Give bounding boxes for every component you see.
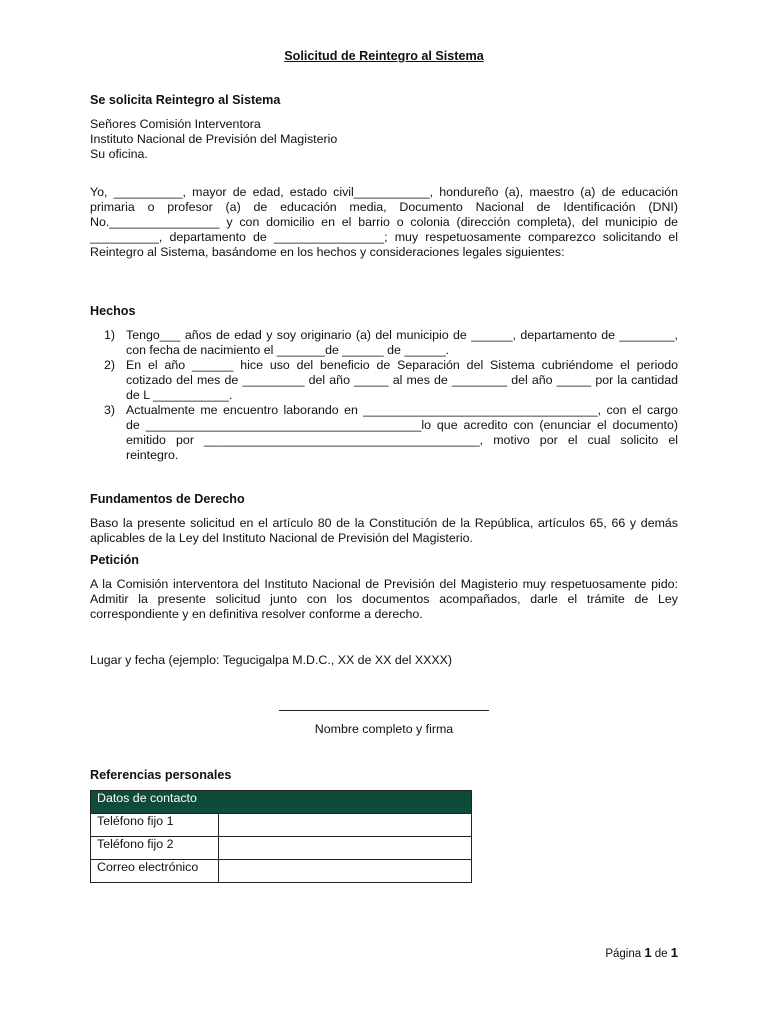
hechos-list (90, 328, 678, 463)
row-value-cell[interactable] (219, 814, 472, 837)
hechos-heading: Hechos (90, 304, 136, 318)
fundamentos-heading: Fundamentos de Derecho (90, 492, 245, 506)
row-label: Correo electrónico (91, 860, 219, 883)
row-label: Teléfono fijo 1 (91, 814, 219, 837)
row-value-cell[interactable] (219, 860, 472, 883)
list-text: Actualmente me encuentro laborando en __________________________________, con el cargo de ________________________________________lo que acredito con (enunciar el documento) emitido por ________________________________________, motivo por el cual solicito el reintegro. (126, 403, 678, 462)
table-row (91, 860, 472, 883)
address-line: Señores Comisión Interventora (90, 117, 261, 131)
list-item (90, 328, 678, 358)
address-line: Instituto Nacional de Previsión del Magisterio (90, 132, 338, 146)
signature-label: Nombre completo y firma (314, 722, 454, 736)
page-current: 1 (644, 945, 652, 960)
list-number: 1) (104, 328, 116, 342)
list-text: Tengo___ años de edad y soy originario (a) del municipio de ______, departamento de ________, con fecha de nacimiento el _______de ______ de ______. (126, 328, 678, 357)
peticion-heading: Petición (90, 553, 139, 567)
list-number: 2) (104, 358, 116, 372)
list-text: En el año ______ hice uso del beneficio de Separación del Sistema cubriéndome el periodo cotizado del mes de _________ del año _____ al mes de ________ del año _____ por la cantidad de L ___________. (126, 358, 678, 402)
fundamentos-paragraph: Baso la presente solicitud en el artículo 80 de la Constitución de la República, artículos 65, 66 y demás aplicables de la Ley del Instituto Nacional de Previsión del Magisterio. (90, 516, 678, 545)
row-label: Teléfono fijo 2 (91, 837, 219, 860)
address-block (90, 117, 678, 162)
table-row (91, 814, 472, 837)
referencias-heading: Referencias personales (90, 768, 232, 782)
lugar-fecha: Lugar y fecha (ejemplo: Tegucigalpa M.D.C., XX de XX del XXXX) (90, 653, 453, 667)
list-item (90, 403, 678, 463)
table-row (91, 837, 472, 860)
peticion-paragraph: A la Comisión interventora del Instituto Nacional de Previsión del Magisterio muy respetuosamente pido: Admitir la presente solicitud junto con los documentos acompañados, darle el trámite de Ley correspondiente y en definitiva resolver conforme a derecho. (90, 577, 678, 621)
page-footer (605, 945, 678, 962)
of-word: de (654, 948, 668, 960)
page-total: 1 (670, 945, 678, 960)
table-header-row (91, 791, 472, 814)
list-number: 3) (104, 403, 116, 417)
list-item (90, 358, 678, 403)
row-value-cell[interactable] (219, 837, 472, 860)
subtitle: Se solicita Reintegro al Sistema (90, 93, 281, 107)
contact-table (90, 790, 472, 883)
page-word: Página (605, 948, 642, 960)
table-header-cell: Datos de contacto (91, 791, 472, 814)
address-line: Su oficina. (90, 147, 148, 161)
signature-line (279, 710, 489, 711)
intro-paragraph: Yo, __________, mayor de edad, estado civil___________, hondureño (a), maestro (a) de educación primaria o profesor (a) de educación media, Documento Nacional de Identificación (DNI) No.________________ y con domicilio en el barrio o colonia (dirección completa), del municipio de __________, departamento de ________________; muy respetuosamente comparezco solicitando el Reintegro al Sistema, basándome en los hechos y consideraciones legales siguientes: (90, 185, 678, 259)
document-title: Solicitud de Reintegro al Sistema (284, 49, 484, 63)
